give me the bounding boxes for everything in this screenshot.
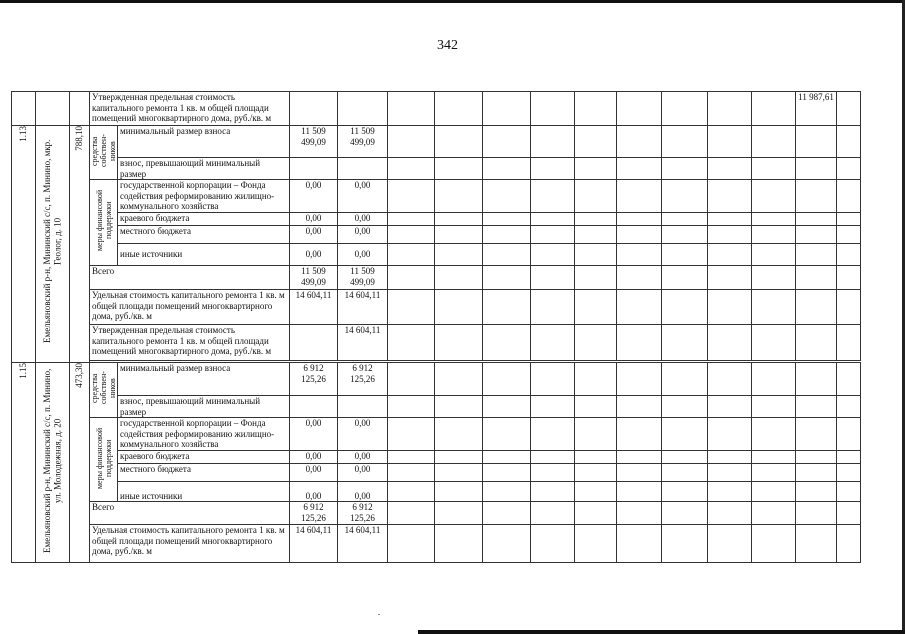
local-value: 0,00 — [290, 226, 338, 244]
other-value: 0,00 — [338, 244, 388, 266]
table-row — [12, 290, 861, 325]
regional-label: краевого бюджета — [118, 213, 290, 226]
item-address: Емельяновский р-н, Мининский с/с, п. Минино, ул. Молодежная, д. 20 — [36, 363, 70, 563]
total-label: Всего — [90, 266, 290, 290]
min-fee-label: минимальный размер взноса — [118, 126, 290, 158]
scan-edge-bottom — [418, 630, 905, 634]
specific-cost-value: 14 604,11 — [338, 290, 388, 325]
total-value: 6 912 125,26 — [290, 502, 338, 525]
specific-cost-label: Удельная стоимость капитального ремонта 1 кв. м общей площади помещений многоквартирного дома, руб./кв. м — [90, 525, 290, 563]
group-support-label: меры финансовой поддержки — [90, 418, 118, 502]
min-fee-value: 6 912 125,26 — [290, 363, 338, 396]
state-corp-label: государственной корпорации – Фонда содействия реформированию жилищно-коммунального хозяйства — [118, 180, 290, 213]
repair-cost-table — [11, 91, 861, 563]
total-value: 6 912 125,26 — [338, 502, 388, 525]
regional-value: 0,00 — [290, 213, 338, 226]
group-owners-label: средства собствен- ников — [90, 126, 118, 180]
total-value: 11 509 499,09 — [338, 266, 388, 290]
scan-edge-top — [0, 0, 905, 3]
local-value: 0,00 — [338, 226, 388, 244]
regional-value: 0,00 — [290, 451, 338, 464]
specific-cost-label: Удельная стоимость капитального ремонта 1 кв. м общей площади помещений многоквартирного дома, руб./кв. м — [90, 290, 290, 325]
table-row — [12, 92, 861, 126]
table-row — [12, 266, 861, 290]
table-row — [12, 226, 861, 244]
group-support-label: меры финансовой поддержки — [90, 180, 118, 266]
total-value: 11 509 499,09 — [290, 266, 338, 290]
other-value: 0,00 — [338, 482, 388, 502]
regional-value: 0,00 — [338, 213, 388, 226]
table-row — [12, 464, 861, 482]
limit-cost-value: 14 604,11 — [338, 325, 388, 361]
item-number: 1.13 — [12, 126, 36, 363]
item-address: Емельяновский р-н, Мининский с/с, п. Минино, мкр. Геолог, д. 10 — [36, 126, 70, 363]
regional-value: 0,00 — [338, 451, 388, 464]
over-min-fee-label: взнос, превышающий минимальный размер — [118, 158, 290, 180]
over-min-fee-label: взнос, превышающий минимальный размер — [118, 396, 290, 418]
limit-cost-label: Утвержденная предельная стоимость капитального ремонта 1 кв. м общей площади помещений многоквартирного дома, руб./кв. м — [90, 92, 290, 126]
table-row — [12, 482, 861, 502]
page-number: 342 — [437, 38, 458, 53]
state-corp-value: 0,00 — [290, 180, 338, 213]
total-label: Всего — [90, 502, 290, 525]
specific-cost-value: 14 604,11 — [338, 525, 388, 563]
item-area: 788,10 — [70, 126, 90, 363]
table-row — [12, 363, 861, 396]
table-row — [12, 126, 861, 158]
table-row — [12, 418, 861, 451]
local-label: местного бюджета — [118, 226, 290, 244]
min-fee-value: 11 509 499,09 — [290, 126, 338, 158]
state-corp-value: 0,00 — [338, 180, 388, 213]
table-row — [12, 396, 861, 418]
local-label: местного бюджета — [118, 464, 290, 482]
group-owners-label: средства собствен- ников — [90, 363, 118, 418]
table-row — [12, 158, 861, 180]
table-row — [12, 525, 861, 563]
limit-cost-label: Утвержденная предельная стоимость капитального ремонта 1 кв. м общей площади помещений многоквартирного дома, руб./кв. м — [90, 325, 290, 361]
limit-cost-value: 11 987,61 — [796, 92, 837, 126]
other-value: 0,00 — [290, 482, 338, 502]
item-area: 473,30 — [70, 363, 90, 563]
regional-label: краевого бюджета — [118, 451, 290, 464]
table-row — [12, 325, 861, 361]
table-row — [12, 213, 861, 226]
min-fee-value: 6 912 125,26 — [338, 363, 388, 396]
state-corp-label: государственной корпорации – Фонда содействия реформированию жилищно-коммунального хозяйства — [118, 418, 290, 451]
table-row — [12, 180, 861, 213]
scan-speck — [378, 614, 380, 615]
specific-cost-value: 14 604,11 — [290, 290, 338, 325]
other-label: иные источники — [118, 482, 290, 502]
local-value: 0,00 — [338, 464, 388, 482]
table-row — [12, 502, 861, 525]
state-corp-value: 0,00 — [290, 418, 338, 451]
table-row — [12, 244, 861, 266]
local-value: 0,00 — [290, 464, 338, 482]
state-corp-value: 0,00 — [338, 418, 388, 451]
min-fee-value: 11 509 499,09 — [338, 126, 388, 158]
specific-cost-value: 14 604,11 — [290, 525, 338, 563]
other-value: 0,00 — [290, 244, 338, 266]
other-label: иные источники — [118, 244, 290, 266]
item-number: 1.15 — [12, 363, 36, 563]
table-row — [12, 451, 861, 464]
min-fee-label: минимальный размер взноса — [118, 363, 290, 396]
